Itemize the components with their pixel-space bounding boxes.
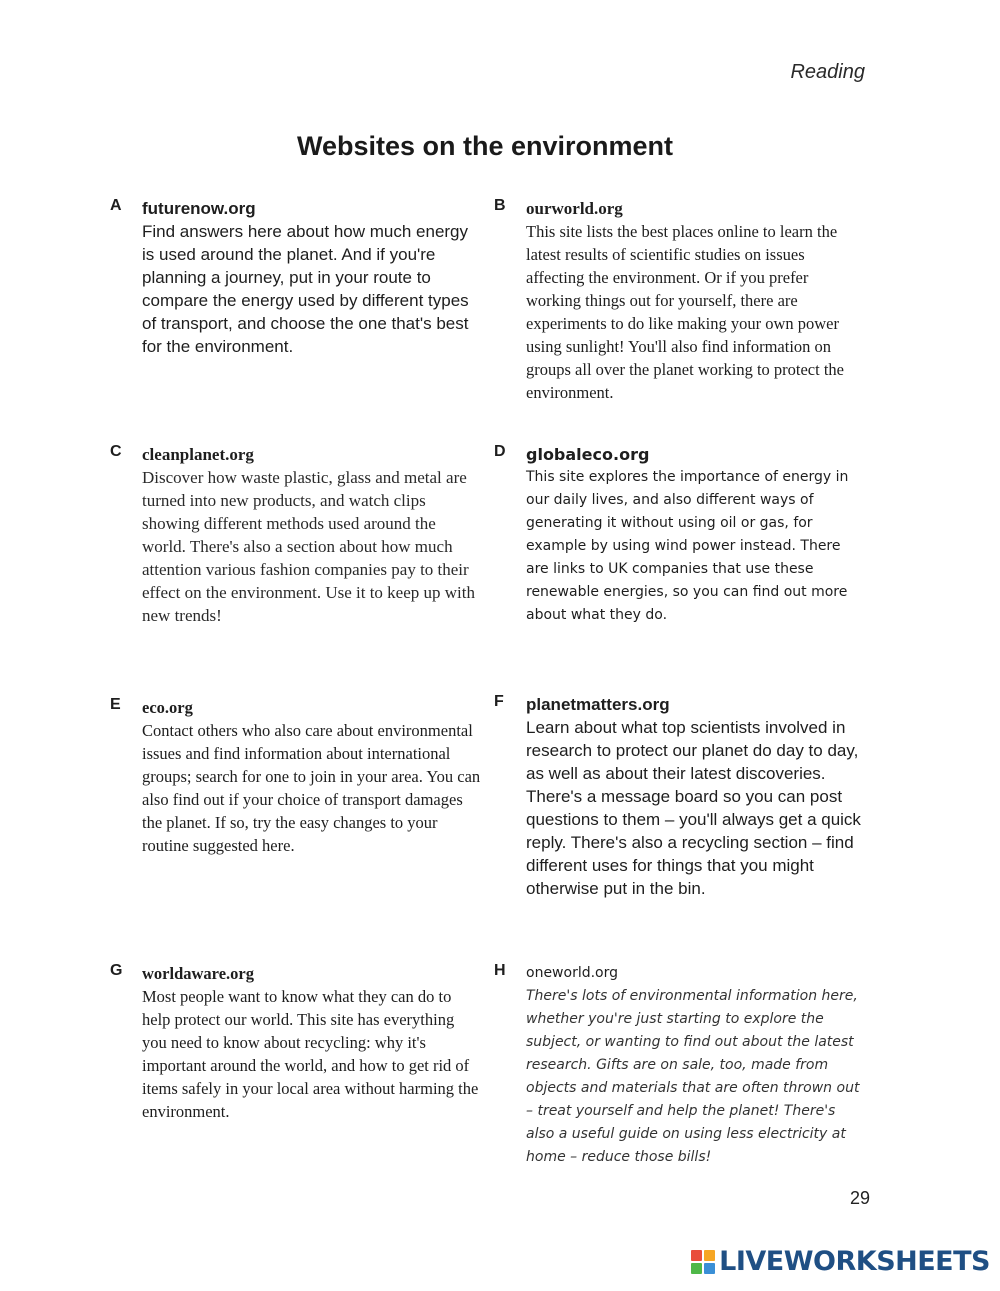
entry-site: globaleco.org <box>526 445 650 464</box>
entry-text: This site explores the importance of energy in our daily lives, and also different ways of generating it without using oil or gas, for example by using wind power instead. There are links to UK companies that use these renewable energies, so you can find out more about what they do. <box>526 469 849 623</box>
entry-a <box>110 197 482 358</box>
entry-site: cleanplanet.org <box>142 445 254 464</box>
entry-text: Discover how waste plastic, glass and metal are turned into new products, and watch clips showing different methods used around the world. There's also a section about how much attention various fashion companies pay to their effect on the environment. Use it to keep up with new trends! <box>142 468 475 625</box>
entry-site: worldaware.org <box>142 964 254 983</box>
entry-text: This site lists the best places online to learn the latest results of scientific studies on issues affecting the environment. Or if you prefer working things out for yourself, there are experiments to do like making your own power using sunlight! You'll also find information on groups all over the planet working to protect the environment. <box>526 222 844 402</box>
entry-text: Most people want to know what they can do to help protect our world. This site has everything you need to know about recycling: why it's important around the world, and how to get rid of items safely in your local area without harming the environment. <box>142 987 479 1121</box>
entry-letter: B <box>494 197 506 214</box>
entry-site: ourworld.org <box>526 199 623 218</box>
entry-text: Contact others who also care about environmental issues and find information about international groups; search for one to join in your area. You can also find out if your choice of transport damages the planet. If so, try the easy changes to your routine suggested here. <box>142 721 481 855</box>
entry-letter: G <box>110 962 123 979</box>
entry-site: planetmatters.org <box>526 695 670 714</box>
entry-site: oneworld.org <box>526 965 619 981</box>
entry-letter: F <box>494 693 504 710</box>
entry-h <box>494 962 866 1169</box>
entry-e <box>110 696 482 857</box>
entry-letter: E <box>110 696 121 713</box>
entry-b <box>494 197 866 404</box>
entry-letter: H <box>494 962 506 979</box>
liveworksheets-logo-icon <box>691 1250 715 1274</box>
entry-d <box>494 443 866 627</box>
entry-letter: C <box>110 443 122 460</box>
entry-letter: A <box>110 197 122 214</box>
entry-site: eco.org <box>142 698 193 717</box>
entry-text: There's lots of environmental information here, whether you're just starting to explore the subject, or wanting to find out about the latest research. Gifts are on sale, too, made from objects and materials that are often thrown out – treat yourself and help the planet! There's also a useful guide on using less electricity at home – reduce those bills! <box>526 988 860 1165</box>
section-label: Reading <box>790 61 865 83</box>
page-title: Websites on the environment <box>296 131 674 161</box>
entry-text: Learn about what top scientists involved in research to protect our planet do day to day, as well as about their latest discoveries. There's a message board so you can post questions to them – you'll always get a quick reply. There's also a recycling section – find different uses for things that you might otherwise put in the bin. <box>526 718 861 898</box>
brand-name: LIVEWORKSHEETS <box>719 1246 990 1277</box>
entry-letter: D <box>494 443 506 460</box>
entry-g <box>110 962 482 1123</box>
entry-f <box>494 693 871 900</box>
entry-site: futurenow.org <box>142 199 256 218</box>
logo-square-icon <box>691 1263 702 1274</box>
brand-watermark[interactable] <box>691 1246 990 1277</box>
logo-square-icon <box>704 1263 715 1274</box>
entry-c <box>110 443 482 627</box>
logo-square-icon <box>691 1250 702 1261</box>
page-number: 29 <box>849 1188 870 1208</box>
entry-text: Find answers here about how much energy is used around the planet. And if you're planning a journey, put in your route to compare the energy used by different types of transport, and choose the one that's best for the environment. <box>142 222 469 356</box>
logo-square-icon <box>704 1250 715 1261</box>
